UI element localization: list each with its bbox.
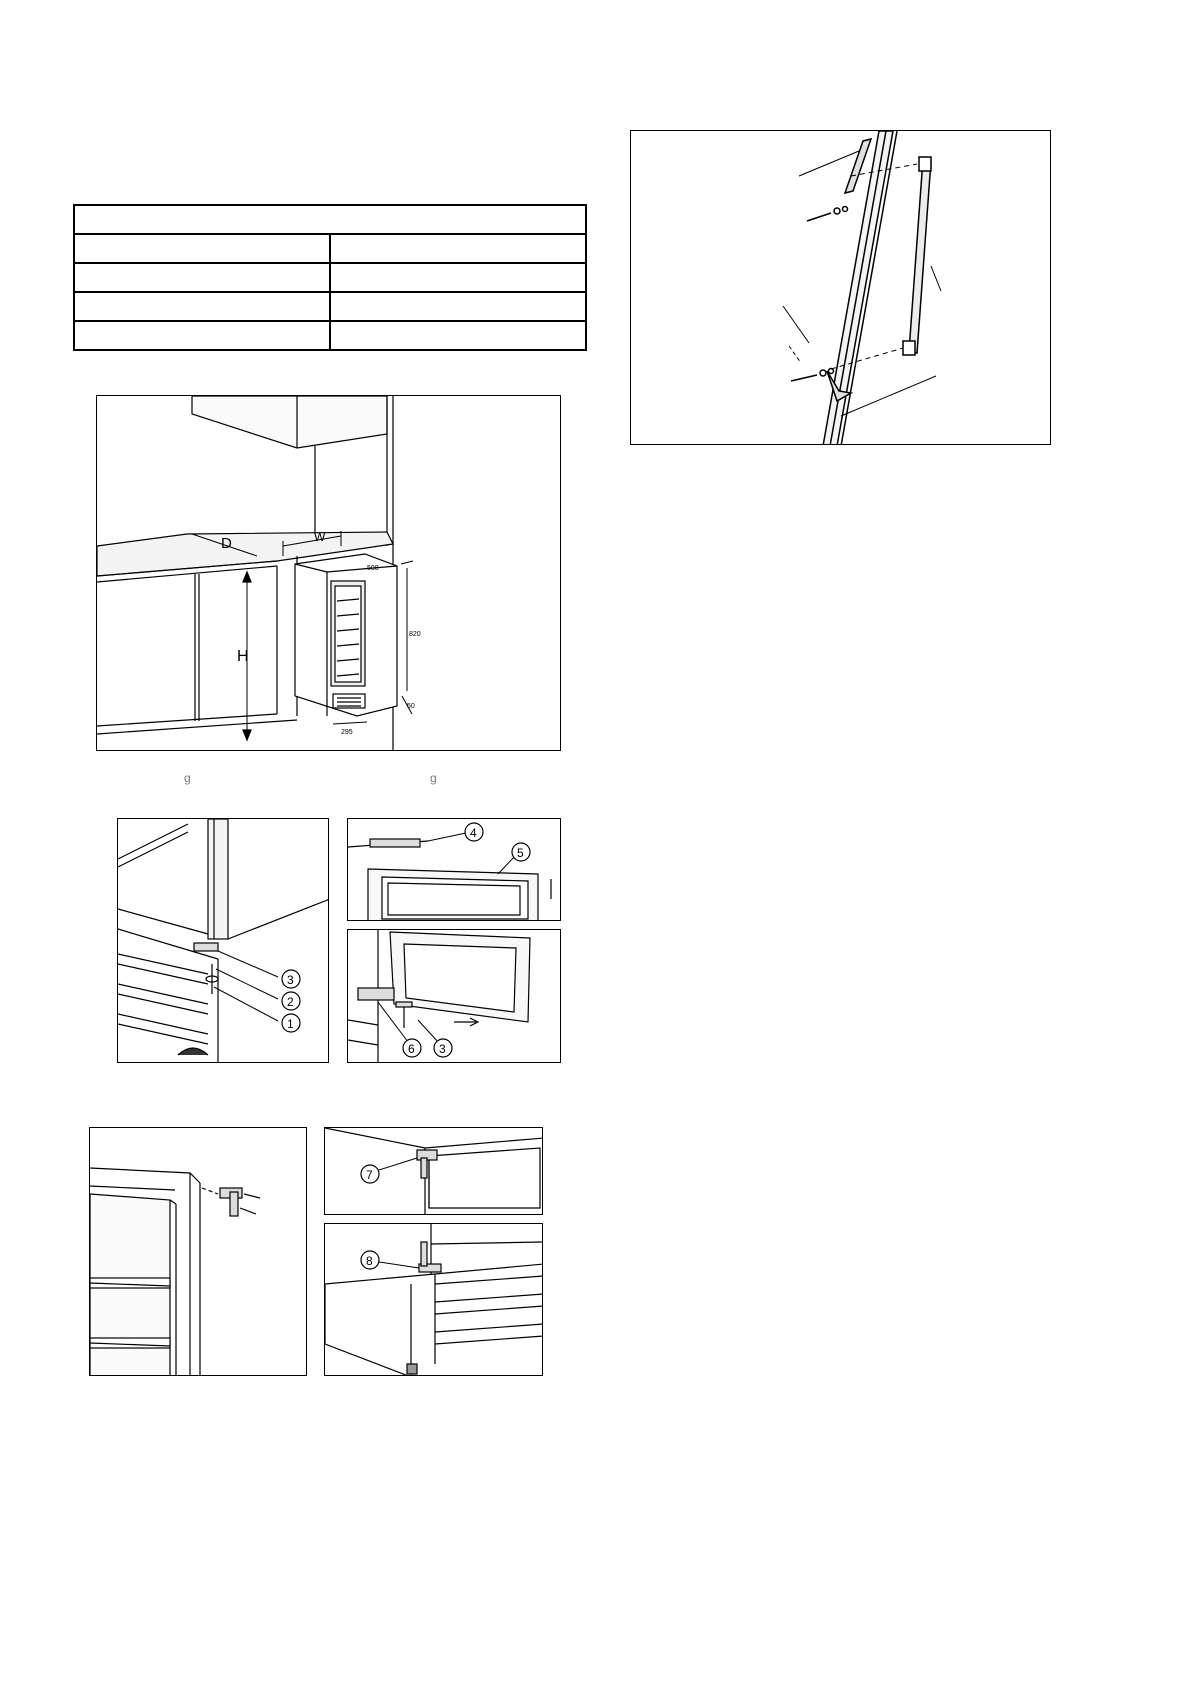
table-cell [74, 321, 330, 350]
bottom-hinge-drawing [325, 1224, 543, 1376]
dim-top-label: 508 [367, 565, 379, 572]
table-row [74, 263, 586, 292]
spec-table-header [74, 205, 586, 234]
door-gasket-drawing [348, 819, 561, 921]
table-cell [330, 234, 586, 263]
door-gasket-figure [347, 818, 561, 921]
height-label: H [237, 648, 249, 665]
handle-installation-drawing [631, 131, 1051, 445]
hinge-removal-figure [117, 818, 329, 1063]
table-cell [330, 263, 586, 292]
dim-height-label: 820 [409, 631, 421, 638]
top-hinge-figure [324, 1127, 543, 1215]
hinge-reinstall-drawing [90, 1128, 307, 1376]
figure-caption-right: g [430, 771, 437, 785]
top-hinge-drawing [325, 1128, 543, 1215]
figure-caption-left: g [184, 771, 191, 785]
callout-3b: 3 [439, 1042, 446, 1056]
depth-label: D [221, 535, 232, 552]
callout-2: 2 [287, 995, 294, 1009]
width-label: W [314, 530, 326, 544]
callout-3: 3 [287, 973, 294, 987]
hinge-removal-drawing [118, 819, 329, 1063]
hinge-reinstall-figure [89, 1127, 307, 1376]
door-lift-drawing [348, 930, 561, 1063]
callout-8: 8 [366, 1254, 373, 1268]
table-cell [330, 292, 586, 321]
callout-7: 7 [366, 1168, 373, 1182]
dim-base-label: 50 [407, 703, 415, 710]
spec-table [73, 204, 587, 351]
bottom-hinge-figure [324, 1223, 543, 1376]
table-row [74, 234, 586, 263]
callout-4: 4 [470, 826, 477, 840]
callout-5: 5 [517, 846, 524, 860]
table-cell [330, 321, 586, 350]
table-cell [74, 263, 330, 292]
table-cell [74, 292, 330, 321]
table-row [74, 321, 586, 350]
table-row [74, 292, 586, 321]
cabinet-installation-drawing [97, 396, 561, 751]
callout-6: 6 [408, 1042, 415, 1056]
spec-table-header-row [74, 205, 586, 234]
door-lift-figure [347, 929, 561, 1063]
callout-1: 1 [287, 1017, 294, 1031]
table-cell [74, 234, 330, 263]
cabinet-installation-figure [96, 395, 561, 751]
handle-installation-figure [630, 130, 1051, 445]
dim-width-label: 295 [341, 729, 353, 736]
